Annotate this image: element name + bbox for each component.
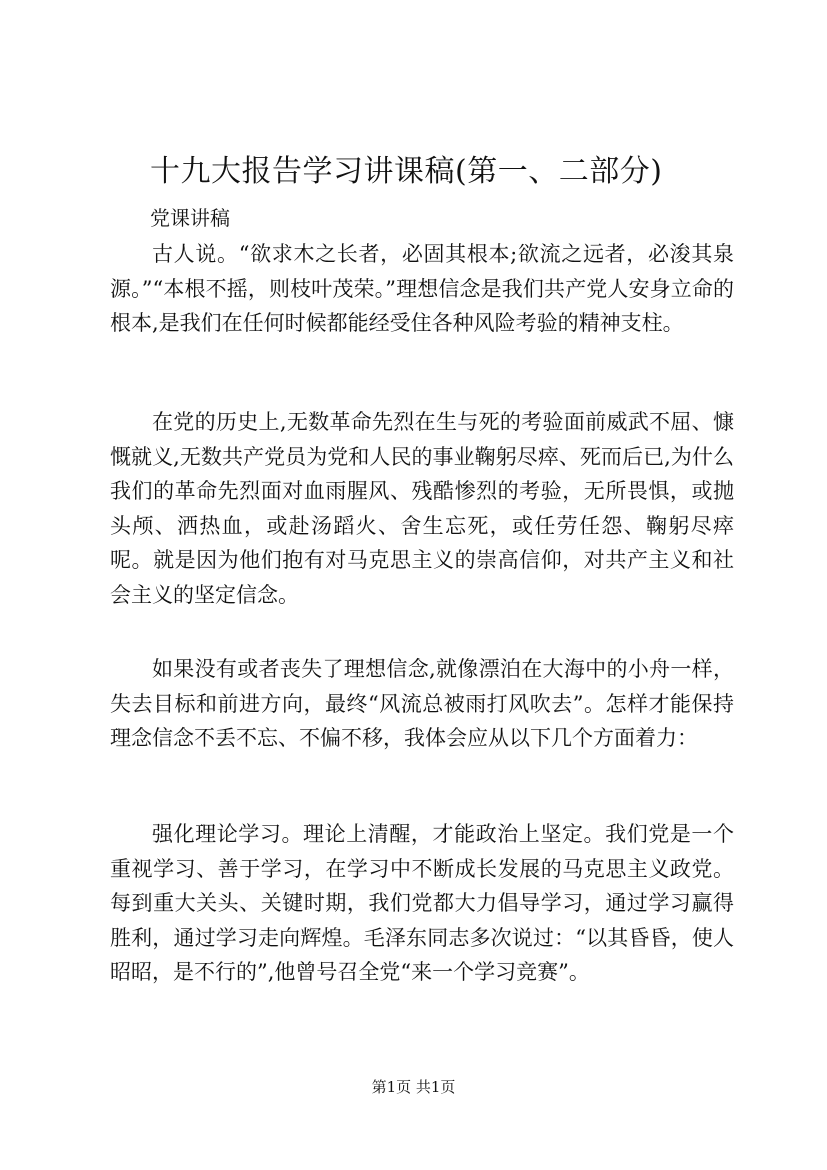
paragraph: 强化理论学习。理论上清醒，才能政治上坚定。我们党是一个重视学习、善于学习，在学习中不断成长发展的马克思主义政党。每到重大关头、关键时期，我们党都大力倡导学习，通过学习赢得胜利，通过学习走向辉煌。毛泽东同志多次说过：“以其昏昏，使人昭昭，是不行的”,他曾号召全党“来一个学习竞赛”。 bbox=[110, 822, 734, 984]
paragraph: 古人说。“欲求木之长者，必固其根本;欲流之远者，必浚其泉源。”“本根不摇，则枝叶茂荣。”理想信念是我们共产党人安身立命的根本,是我们在任何时候都能经受住各种风险考验的精神支柱。 bbox=[110, 242, 734, 335]
page-footer: 第1页 共1页 bbox=[371, 1078, 456, 1096]
document-title: 十九大报告学习讲课稿(第一、二部分) bbox=[150, 154, 663, 189]
paragraph: 在党的历史上,无数革命先烈在生与死的考验面前威武不屈、慷慨就义,无数共产党员为党和人民的事业鞠躬尽瘁、死而后已,为什么我们的革命先烈面对血雨腥风、残酷惨烈的考验，无所畏惧，或抛头颅、洒热血，或赴汤蹈火、舍生忘死，或任劳任怨、鞠躬尽瘁呢。就是因为他们抱有对马克思主义的崇高信仰，对共产主义和社会主义的坚定信念。 bbox=[110, 410, 734, 607]
paragraph: 如果没有或者丧失了理想信念,就像漂泊在大海中的小舟一样，失去目标和前进方向，最终“风流总被雨打风吹去”。怎样才能保持理念信念不丢不忘、不偏不移，我体会应从以下几个方面着力： bbox=[110, 657, 734, 750]
document-subtitle: 党课讲稿 bbox=[150, 206, 230, 230]
